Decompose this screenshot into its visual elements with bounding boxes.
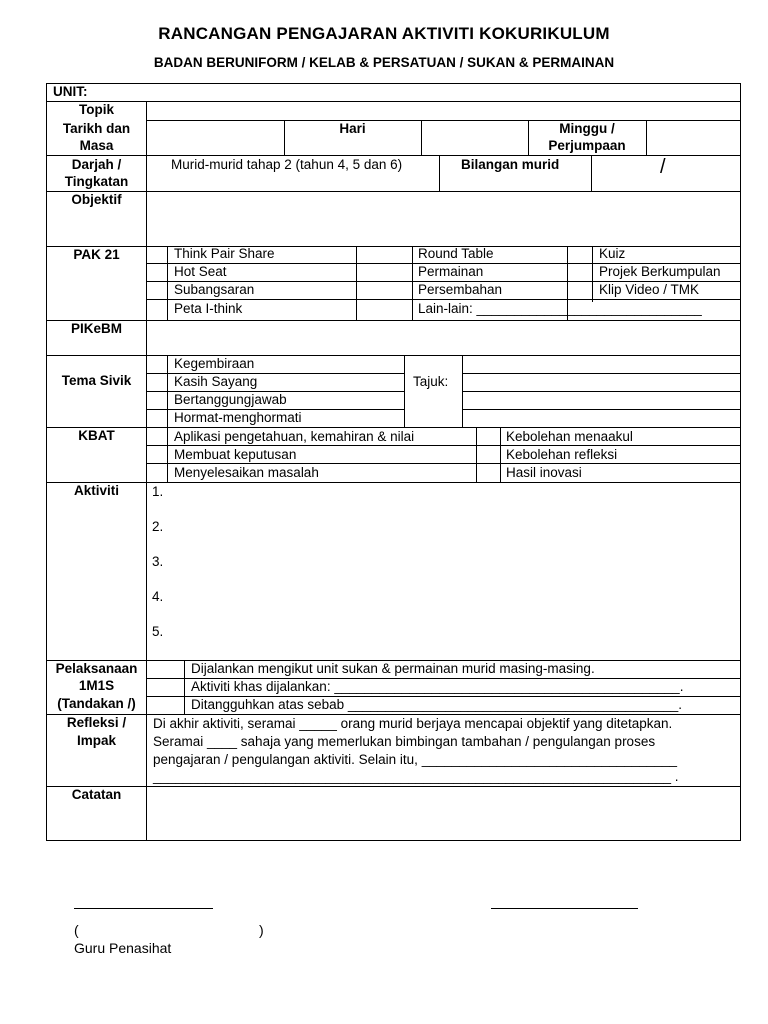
row-line <box>462 409 740 410</box>
refleksi-line: pengajaran / pengulangan aktiviti. Selain itu, __________________________________ <box>153 752 677 767</box>
aktiviti-number: 4. <box>152 589 164 604</box>
document-title: RANCANGAN PENGAJARAN AKTIVITI KOKURIKULUM <box>158 24 610 43</box>
col-line <box>356 246 357 320</box>
document-subtitle: BADAN BERUNIFORM / KELAB & PERSATUAN / SUKAN & PERMAINAN <box>153 55 615 70</box>
darjah-label: Darjah / <box>71 157 122 172</box>
row-line <box>47 427 740 428</box>
tema-option: Kegembiraan <box>174 356 255 371</box>
pak21-option: Subangsaran <box>174 282 255 297</box>
aktiviti-number: 5. <box>152 624 164 639</box>
objektif-label: Objektif <box>71 192 122 207</box>
tarikh-label: Tarikh dan <box>62 121 131 136</box>
signature-line-left <box>74 908 213 909</box>
col-line <box>591 155 592 191</box>
pak21-lain-lain: Lain-lain: ______________________________ <box>418 301 702 316</box>
aktiviti-number: 3. <box>152 554 164 569</box>
col-line <box>167 427 168 482</box>
col-line <box>500 427 501 482</box>
pak21-option: Projek Berkumpulan <box>599 264 721 279</box>
kbat-label: KBAT <box>78 428 115 443</box>
col-line <box>476 427 477 482</box>
col-line <box>184 660 185 714</box>
tingkatan-label: Tingkatan <box>64 174 129 189</box>
row-line <box>47 191 740 192</box>
signature-line-right <box>491 908 638 909</box>
pelaksanaan-1m1s-label: 1M1S <box>78 678 115 693</box>
pak21-option: Peta I-think <box>174 301 243 316</box>
tajuk-label: Tajuk: <box>413 374 449 389</box>
pikebm-label: PIKeBM <box>70 321 122 336</box>
row-line <box>146 463 740 464</box>
perjumpaan-label: Perjumpaan <box>548 138 626 153</box>
pak21-option: Kuiz <box>599 246 626 261</box>
col-line <box>404 355 405 427</box>
masa-label: Masa <box>79 138 114 153</box>
hari-label: Hari <box>339 121 366 136</box>
kbat-option: Membuat keputusan <box>174 447 297 462</box>
pak21-option: Hot Seat <box>174 264 227 279</box>
row-line <box>462 391 740 392</box>
tema-option: Bertanggungjawab <box>174 392 287 407</box>
col-line <box>421 120 422 155</box>
row-line <box>47 355 740 356</box>
col-line <box>646 120 647 155</box>
kbat-option: Kebolehan menaakul <box>506 429 633 444</box>
row-line <box>47 155 740 156</box>
row-line <box>146 445 740 446</box>
pelaksanaan-label: Pelaksanaan <box>55 661 138 676</box>
pak21-option: Klip Video / TMK <box>599 282 700 297</box>
kbat-option: Hasil inovasi <box>506 465 582 480</box>
pelaksanaan-tandakan-label: (Tandakan /) <box>57 696 136 711</box>
kbat-option: Kebolehan refleksi <box>506 447 618 462</box>
pak21-option: Persembahan <box>418 282 503 297</box>
row-line <box>146 299 740 300</box>
pak21-option: Round Table <box>418 246 494 261</box>
pelaksanaan-option: Ditangguhkan atas sebab ____________________________________________. <box>191 697 682 712</box>
pelaksanaan-option: Aktiviti khas dijalankan: ______________________________________________. <box>191 679 684 694</box>
kbat-option: Aplikasi pengetahuan, kemahiran & nilai <box>174 429 415 444</box>
tema-option: Kasih Sayang <box>174 374 258 389</box>
row-line <box>47 786 740 787</box>
col-line <box>439 155 440 191</box>
catatan-label: Catatan <box>71 787 122 802</box>
aktiviti-number: 2. <box>152 519 164 534</box>
bilangan-label: Bilangan murid <box>461 157 560 172</box>
refleksi-line: _____________________________________________________________________ . <box>153 769 679 784</box>
col-line <box>167 355 168 427</box>
pak21-option: Think Pair Share <box>174 246 275 261</box>
row-line <box>47 246 740 247</box>
aktiviti-label: Aktiviti <box>73 483 119 498</box>
row-line <box>47 482 740 483</box>
aktiviti-number: 1. <box>152 484 164 499</box>
signature-paren-open: ( <box>74 922 79 938</box>
pak21-option: Permainan <box>418 264 484 279</box>
signature-role: Guru Penasihat <box>74 940 172 956</box>
impak-label: Impak <box>76 733 117 748</box>
tema-option: Hormat-menghormati <box>174 410 302 425</box>
refleksi-line: Seramai ____ sahaja yang memerlukan bimbingan tambahan / pengulangan proses <box>153 734 656 749</box>
kbat-option: Menyelesaikan masalah <box>174 465 319 480</box>
topik-label: Topik <box>79 102 114 117</box>
pelaksanaan-option: Dijalankan mengikut unit sukan & permainan murid masing-masing. <box>191 661 595 676</box>
refleksi-label: Refleksi / <box>66 715 127 730</box>
row-line <box>47 320 740 321</box>
bilangan-value: / <box>660 156 666 178</box>
row-line <box>146 120 740 121</box>
minggu-label: Minggu / <box>559 121 615 136</box>
label-column-line <box>146 101 147 840</box>
darjah-value: Murid-murid tahap 2 (tahun 4, 5 dan 6) <box>171 157 403 172</box>
refleksi-line: Di akhir aktiviti, seramai _____ orang murid berjaya mencapai objektif yang ditetapkan. <box>153 716 673 731</box>
col-line <box>412 246 413 320</box>
pak21-label: PAK 21 <box>73 247 120 262</box>
unit-label: UNIT: <box>53 84 88 99</box>
row-line <box>462 373 740 374</box>
row-line <box>47 714 740 715</box>
signature-paren-close: ) <box>259 922 264 938</box>
lesson-plan-form <box>46 83 741 841</box>
col-line <box>592 246 593 302</box>
col-line <box>167 246 168 320</box>
tema-sivik-label: Tema Sivik <box>61 373 132 388</box>
col-line <box>462 355 463 427</box>
row-line <box>47 101 740 102</box>
